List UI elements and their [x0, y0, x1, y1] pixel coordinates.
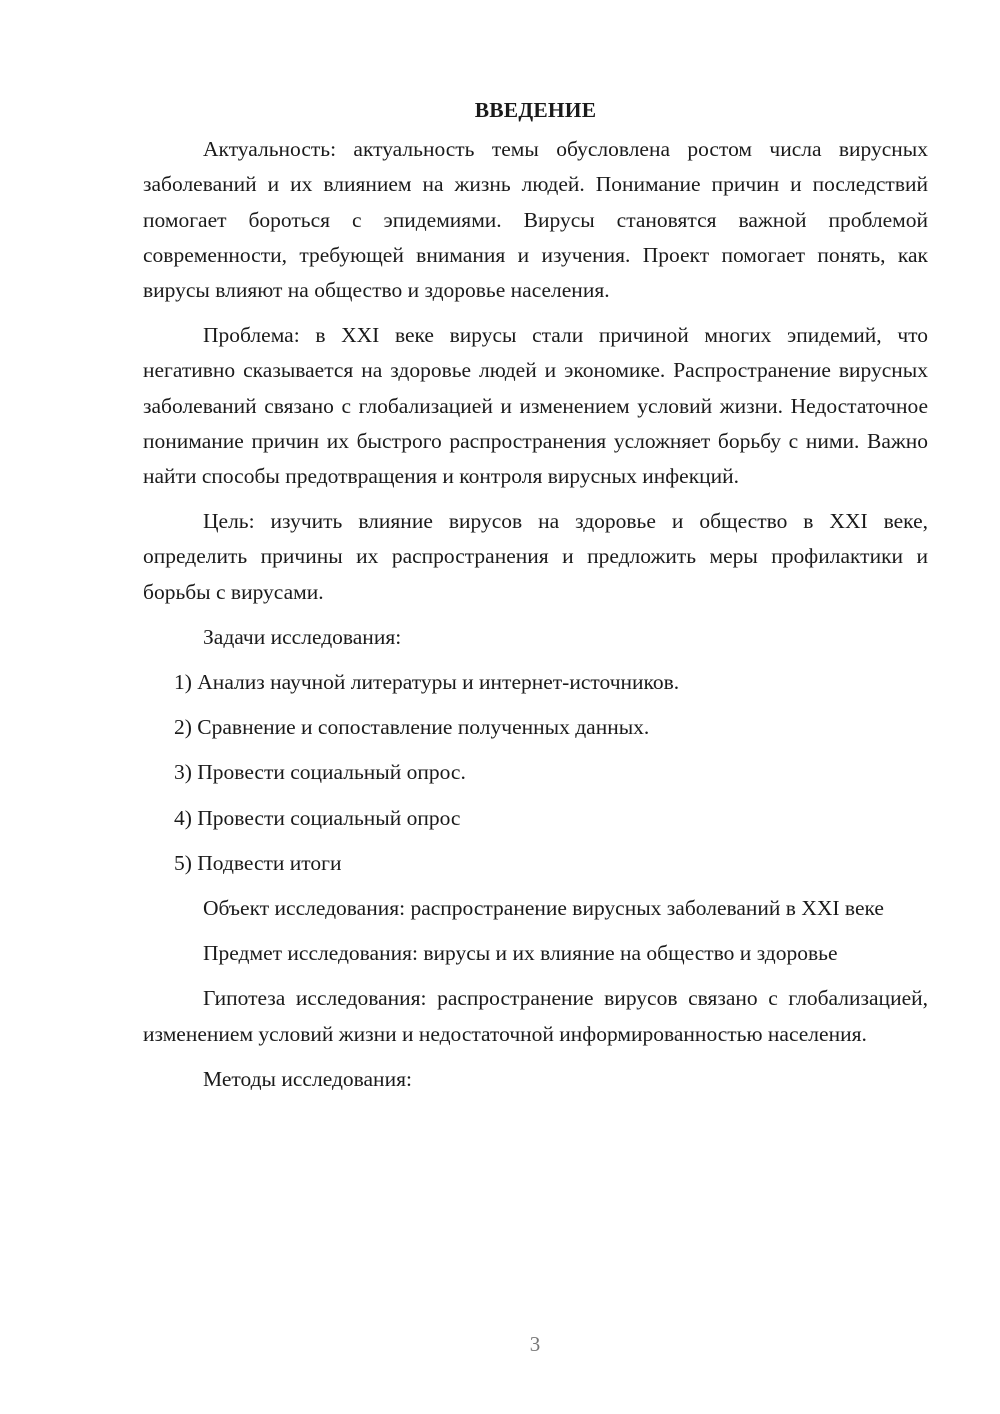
page-number: 3 — [529, 1332, 541, 1356]
relevance-paragraph: Актуальность: актуальность темы обусловлена ростом числа вирусных заболеваний и их влиянием на жизнь людей. Понимание причин и последствий помогает бороться с эпидемиями. Вирусы становятся важной проблемой современности, требующей внимания и изучения. Проект помогает понять, как вирусы влияют на общество и здоровье населения. — [143, 137, 928, 303]
hypothesis-paragraph: Гипотеза исследования: распространение вирусов связано с глобализацией, изменением условий жизни и недостаточной информированностью населения. — [143, 986, 928, 1046]
document-page — [143, 93, 928, 1107]
subject-paragraph: Предмет исследования: вирусы и их влияние на общество и здоровье — [203, 941, 838, 966]
methods-heading: Методы исследования: — [203, 1066, 412, 1091]
section-heading: ВВЕДЕНИЕ — [474, 98, 597, 122]
task-item-2: 2) Сравнение и сопоставление полученных данных. — [174, 715, 650, 740]
task-item-4: 4) Провести социальный опрос — [174, 805, 461, 830]
goal-paragraph: Цель: изучить влияние вирусов на здоровье и общество в XXI веке, определить причины их распространения и предложить меры профилактики и борьбы с вирусами. — [143, 509, 928, 604]
tasks-heading: Задачи исследования: — [203, 624, 402, 649]
task-item-3: 3) Провести социальный опрос. — [174, 760, 466, 785]
task-item-1: 1) Анализ научной литературы и интернет-источников. — [174, 670, 680, 695]
task-item-5: 5) Подвести итоги — [174, 850, 342, 875]
problem-paragraph: Проблема: в XXI веке вирусы стали причиной многих эпидемий, что негативно сказывается на здоровье людей и экономике. Распространение вирусных заболеваний связано с глобализацией и изменением условий жизни. Недостаточное понимание причин их быстрого распространения усложняет борьбу с ними. Важно найти способы предотвращения и контроля вирусных инфекций. — [143, 323, 928, 489]
object-paragraph: Объект исследования: распространение вирусных заболеваний в XXI веке — [203, 896, 884, 921]
